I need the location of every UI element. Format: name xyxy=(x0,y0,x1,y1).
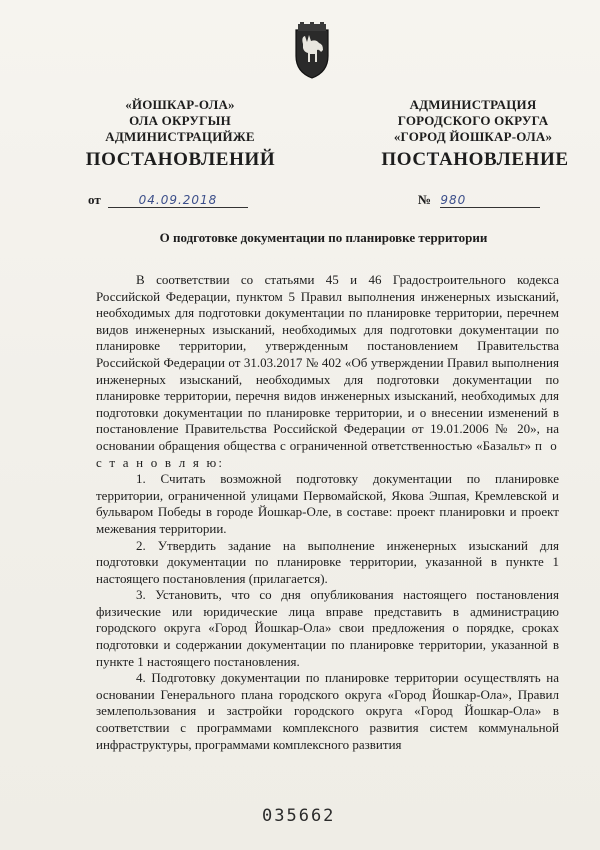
number-value: 980 xyxy=(440,193,467,207)
doc-type-left: ПОСТАНОВЛЕНИЙ xyxy=(85,149,276,170)
header-left-line: «ЙОШКАР-ОЛА» xyxy=(125,97,235,112)
date-label: от xyxy=(88,192,101,207)
document-body xyxy=(96,272,559,753)
decree-word: п о с т а н о в л я ю: xyxy=(96,437,560,470)
document-subject: О подготовке документации по планировке территории xyxy=(159,230,488,245)
header-left-line: АДМИНИСТРАЦИЙЖЕ xyxy=(105,129,255,144)
date-field xyxy=(108,192,248,208)
header-left xyxy=(96,97,264,145)
number-field xyxy=(440,192,540,208)
paragraph-intro xyxy=(96,272,559,471)
list-item: 3. Установить, что со дня опубликования настоящего постановления физические или юридические лица вправе представить в администрацию городского округа «Город Йошкар-Ола» свои предложения о порядке, сроках подготовки и содержании документации по планировке территории, указанной в пункте 1 настоящего постановления. xyxy=(96,587,559,669)
serial-number: 035662 xyxy=(262,806,336,826)
list-item: 1. Считать возможной подготовку документации по планировке территории, ограниченной улицами Первомайской, Якова Эшпая, Кремлевской и бульваром Победы в городе Йошкар-Оле, в составе: проект планировки и проект межевания территории. xyxy=(96,471,559,536)
header-right-line: ГОРОДСКОГО ОКРУГА xyxy=(397,113,549,128)
number-label: № xyxy=(418,192,432,207)
list-item: 2. Утвердить задание на выполнение инженерных изысканий для подготовки документации по планировке территории, указанной в пункте 1 настоящего постановления (прилагается). xyxy=(96,537,559,586)
moose-crest-icon xyxy=(290,22,334,80)
header-right xyxy=(370,97,576,145)
header-left-line: ОЛА ОКРУГЫН xyxy=(129,113,231,128)
header-right-line: «ГОРОД ЙОШКАР-ОЛА» xyxy=(393,129,553,144)
date-value: 04.09.2018 xyxy=(138,193,218,207)
list-item: 4. Подготовку документации по планировке территории осуществлять на основании Генерального плана городского округа «Город Йошкар-Ола», Правил землепользования и застройки городского округа «Город Йошкар-Ола» в соответствии с программами комплексного развития систем коммунальной инфраструктуры, программами комплексного развития xyxy=(96,670,559,752)
date-row xyxy=(88,192,248,208)
header-right-line: АДМИНИСТРАЦИЯ xyxy=(409,97,537,112)
number-row xyxy=(418,192,540,208)
paragraph-intro-text: В соответствии со статьями 45 и 46 Градостроительного кодекса Российской Федерации, пунктом 5 Правил выполнения инженерных изысканий, необходимых для подготовки документации по планировке территории, перечнем видов инженерных изысканий, необходимых для подготовки документации по планировке территории, утвержденным постановлением Правительства Российской Федерации от 31.03.2017 № 402 «Об утверждении Правил выполнения инженерных изысканий, необходимых для подготовки документации по планировке территории, перечня видов инженерных изысканий, необходимых для подготовки документации по планировке территории, и о внесении изменений в постановление Правительства Российской Федерации от 19.01.2006 № 20», на основании обращения общества с ограниченной ответственностью «Базальт» xyxy=(96,272,559,453)
doc-type-right: ПОСТАНОВЛЕНИЕ xyxy=(381,149,569,170)
